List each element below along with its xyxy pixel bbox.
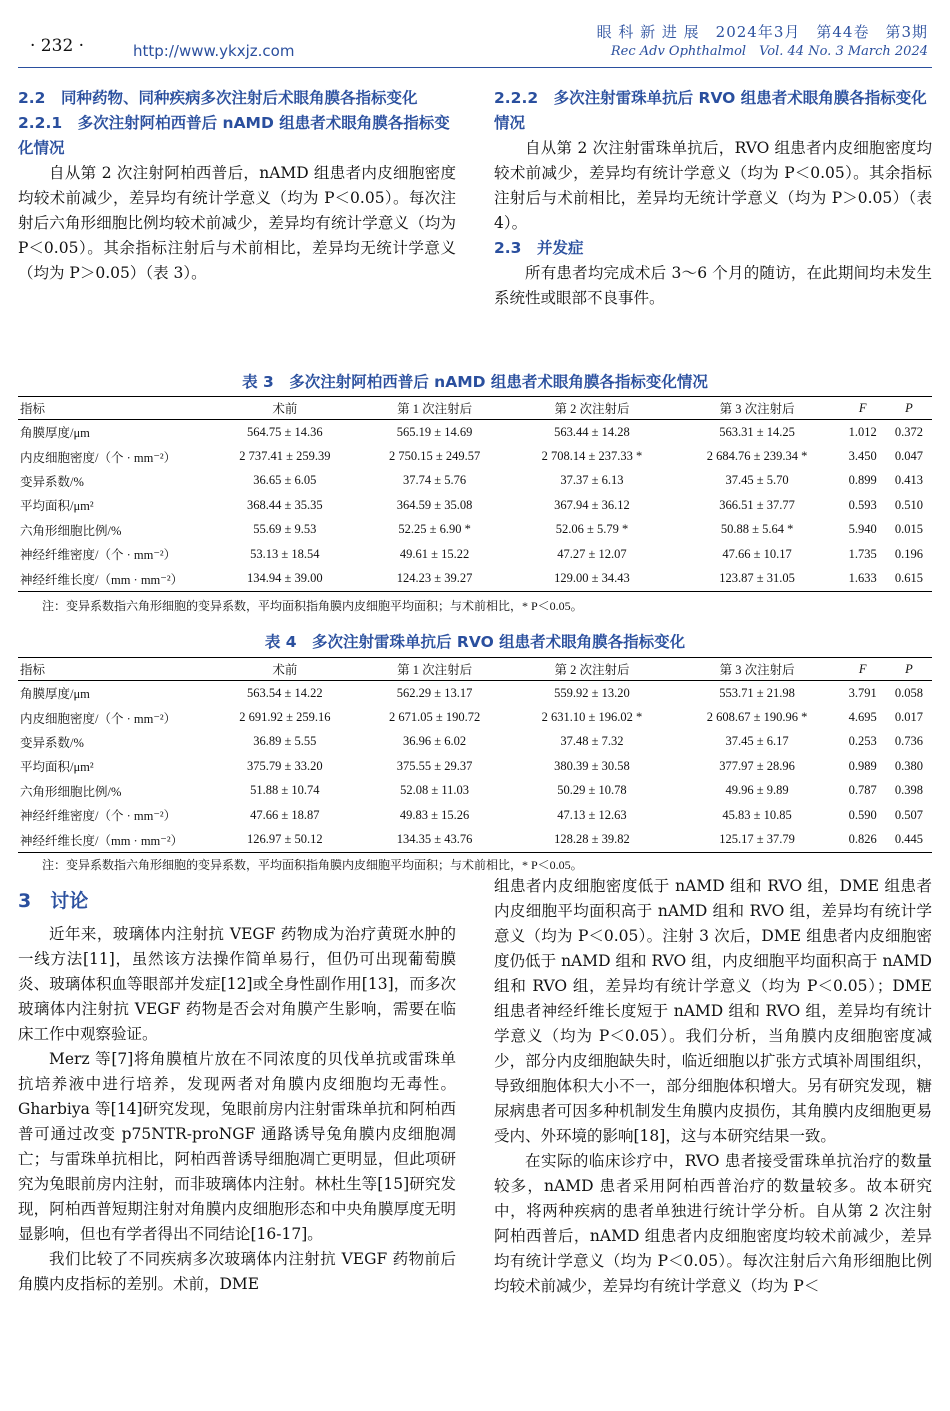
paragraph: Merz 等[7]将角膜植片放在不同浓度的贝伐单抗或雷珠单抗培养液中进行培养，发现两者对角膜内皮细胞均无毒性。Gharbiya 等[14]研究发现，兔眼前房内注射雷珠单抗和阿柏西普可通过改变 p75NTR-proNGF 通路诱导兔角膜内皮细胞凋亡；与雷珠单抗相比，阿柏西普诱导细胞凋亡更明显，但此项研究为兔眼前房内注射，而非玻璃体内注射。林杜生等[15]研究发现，阿柏西普短期注射对角膜内皮细胞形态和中央角膜厚度无明显影响，但也有学者得出不同结论[16-17]。	[18, 1050, 456, 1243]
table-row	[18, 420, 932, 445]
table-cell: 2 671.05 ± 190.72	[388, 710, 481, 725]
table-row	[18, 754, 932, 778]
table-cell: 565.19 ± 14.69	[396, 424, 473, 439]
table-cell: 37.74 ± 5.76	[403, 473, 467, 488]
table-cell: 49.96 ± 9.89	[725, 783, 789, 798]
table-cell: 0.413	[894, 473, 923, 488]
table-cell: 0.787	[848, 783, 877, 798]
table-cell: 0.196	[894, 546, 923, 561]
table-cell: 0.398	[894, 783, 923, 798]
table-cell: 134.35 ± 43.76	[360, 827, 510, 852]
table-cell: 3.450	[848, 449, 877, 464]
table-cell: 126.97 ± 50.12	[210, 827, 360, 852]
left-column-top	[18, 86, 456, 286]
table-header-row	[18, 658, 932, 681]
table-cell: 2 631.10 ± 196.02 *	[541, 710, 643, 725]
table-cell: 六角形细胞比例/%	[20, 784, 122, 799]
table-row	[18, 681, 932, 706]
table-cell: 364.59 ± 35.08	[396, 497, 473, 512]
table-cell: 神经纤维密度/（个 · mm⁻²）	[20, 809, 177, 824]
paragraph: 我们比较了不同疾病多次玻璃体内注射抗 VEGF 药物前后角膜内皮指标的差别。术前，DME	[18, 1250, 456, 1293]
table-row	[18, 469, 932, 493]
table-cell: 0.593	[848, 497, 877, 512]
table-cell: 0.590	[848, 807, 877, 822]
table-cell: 变异系数/%	[20, 735, 84, 750]
table-cell: 六角形细胞比例/%	[20, 523, 122, 538]
table-cell: 52.06 ± 5.79 *	[555, 522, 629, 537]
table-cell: 366.51 ± 37.77	[719, 497, 795, 512]
table-cell: 2 608.67 ± 190.96 *	[706, 710, 808, 725]
table-row	[18, 827, 932, 852]
table-cell: 563.31 ± 14.25	[719, 424, 795, 439]
table-cell: 2 684.76 ± 239.34 *	[706, 449, 808, 464]
column-header: 第 2 次注射后	[509, 658, 674, 681]
table-cell: 神经纤维长度/（mm · mm⁻²）	[18, 827, 210, 852]
table-cell: 0.015	[894, 522, 923, 537]
table-cell: 53.13 ± 18.54	[250, 546, 320, 561]
table-cell: 129.00 ± 34.43	[509, 566, 674, 591]
table-cell: 神经纤维密度/（个 · mm⁻²）	[20, 548, 177, 563]
table-cell: 563.54 ± 14.22	[247, 685, 323, 700]
journal-url[interactable]: http://www.ykxjz.com	[133, 42, 295, 60]
table-cell: 125.17 ± 37.79	[675, 827, 840, 852]
column-header: 第 1 次注射后	[360, 397, 510, 420]
column-header: 第 2 次注射后	[509, 397, 674, 420]
paragraph: 近年来，玻璃体内注射抗 VEGF 药物成为治疗黄斑水肿的一线方法[11]，虽然该方法操作简单易行，但仍可出现葡萄膜炎、玻璃体积血等眼部并发症[12]或全身性副作用[13]，而多次玻璃体内注射抗 VEGF 药物是否会对角膜产生影响，需要在临床工作中观察验证。	[18, 925, 456, 1043]
table-cell: 128.28 ± 39.82	[509, 827, 674, 852]
column-header: 第 3 次注射后	[675, 397, 840, 420]
table-cell: 0.615	[886, 566, 932, 591]
table-cell: 0.017	[894, 710, 923, 725]
table-cell: 47.66 ± 10.17	[722, 546, 792, 561]
table-row	[18, 542, 932, 566]
table-cell: 0.253	[848, 734, 877, 749]
column-header: 术前	[210, 397, 360, 420]
table-cell: 45.83 ± 10.85	[722, 807, 792, 822]
table-cell: 50.88 ± 5.64 *	[720, 522, 794, 537]
table-cell: 2 708.14 ± 237.33 *	[541, 449, 643, 464]
right-column-top	[494, 86, 932, 311]
table-cell: 47.66 ± 18.87	[250, 807, 320, 822]
table-cell: 37.45 ± 6.17	[725, 734, 789, 749]
table-cell: 564.75 ± 14.36	[247, 424, 323, 439]
table-cell: 1.633	[840, 566, 886, 591]
journal-name-en: Rec Adv Ophthalmol Vol. 44 No. 3 March 2024	[610, 44, 928, 59]
table-cell: 52.25 ± 6.90 *	[398, 522, 471, 537]
table-cell: 0.736	[894, 734, 923, 749]
table-cell: 37.48 ± 7.32	[560, 734, 624, 749]
table-cell: 380.39 ± 30.58	[554, 758, 630, 773]
table-cell: 367.94 ± 36.12	[554, 497, 630, 512]
table-cell: 124.23 ± 39.27	[360, 566, 510, 591]
table-cell: 377.97 ± 28.96	[719, 758, 795, 773]
table-cell: 47.27 ± 12.07	[557, 546, 627, 561]
table-cell: 0.058	[894, 685, 923, 700]
table-cell: 37.37 ± 6.13	[560, 473, 624, 488]
column-header: F	[840, 658, 886, 681]
table-cell: 47.13 ± 12.63	[557, 807, 627, 822]
table-cell: 内皮细胞密度/（个 · mm⁻²）	[20, 450, 177, 465]
table-4-note: 注：变异系数指六角形细胞的变异系数，平均面积指角膜内皮细胞平均面积；与术前相比，* P＜0.05。	[42, 858, 583, 872]
table-cell: 49.61 ± 15.22	[399, 546, 470, 561]
heading-2-2: 2.2 同种药物、同种疾病多次注射后术眼角膜各指标变化	[18, 89, 418, 107]
table-cell: 4.695	[848, 710, 877, 725]
table-cell: 50.29 ± 10.78	[557, 783, 627, 798]
table-cell: 559.92 ± 13.20	[554, 685, 630, 700]
table-cell: 36.96 ± 6.02	[403, 734, 467, 749]
column-header: P	[886, 658, 932, 681]
table-row	[18, 493, 932, 517]
paragraph: 组患者内皮细胞密度低于 nAMD 组和 RVO 组，DME 组患者内皮细胞平均面积高于 nAMD 组和 RVO 组，差异均有统计学意义（均为 P＜0.05）。注射 3 次后，DME 组患者内皮细胞密度仍低于 nAMD 组和 RVO 组，内皮细胞平均面积高于 nAMD 组和 RVO 组，差异均有统计学意义（均为 P＜0.05）；DME 组患者神经纤维长度短于 nAMD 组和 RVO 组，差异均有统计学意义（均为 P＜0.05）。我们分析，当角膜内皮细胞密度减少，部分内皮细胞缺失时，临近细胞以扩张方式填补周围组织，导致细胞体积大小不一，部分细胞体积增大。另有研究发现，糖尿病患者可因多种机制发生角膜内皮损伤，其角膜内皮细胞更易受内、外环境的影响[18]，这与本研究结果一致。	[494, 877, 932, 1145]
table-cell: 0.510	[894, 497, 923, 512]
table-cell: 1.735	[848, 546, 877, 561]
table-cell: 0.989	[848, 758, 877, 773]
table-row	[18, 730, 932, 754]
table-cell: 36.65 ± 6.05	[253, 473, 317, 488]
page-number: · 232 ·	[30, 36, 85, 56]
table-4-title: 表 4 多次注射雷珠单抗后 RVO 组患者术眼角膜各指标变化	[264, 633, 686, 651]
paragraph: 自从第 2 次注射雷珠单抗后，RVO 组患者内皮细胞密度均较术前减少，差异均有统计学意义（均为 P＜0.05）。其余指标注射后与术前相比，差异均无统计学意义（均为 P＞0.05）（表 4）。	[494, 139, 932, 232]
table-cell: 0.380	[894, 758, 923, 773]
running-header	[597, 22, 928, 62]
table-cell: 1.012	[848, 424, 877, 439]
column-header: 术前	[210, 658, 360, 681]
table-cell: 内皮细胞密度/（个 · mm⁻²）	[20, 711, 177, 726]
table-cell: 563.44 ± 14.28	[554, 424, 630, 439]
table-row	[18, 705, 932, 729]
heading-2-2-2: 2.2.2 多次注射雷珠单抗后 RVO 组患者术眼角膜各指标变化情况	[494, 89, 927, 132]
column-header: 指标	[18, 397, 210, 420]
table-cell: 角膜厚度/μm	[20, 426, 90, 441]
table-cell: 0.826	[840, 827, 886, 852]
table-row	[18, 518, 932, 542]
table-cell: 36.89 ± 5.55	[253, 734, 317, 749]
table-cell: 37.45 ± 5.70	[725, 473, 789, 488]
table-cell: 平均面积/μm²	[20, 499, 94, 514]
table-cell: 0.372	[894, 424, 923, 439]
table-cell: 553.71 ± 21.98	[719, 685, 795, 700]
right-column-bottom	[494, 874, 932, 1299]
table-3-title: 表 3 多次注射阿柏西普后 nAMD 组患者术眼角膜各指标变化情况	[242, 373, 708, 391]
column-header: 第 1 次注射后	[360, 658, 510, 681]
table-row	[18, 566, 932, 591]
table-cell: 平均面积/μm²	[20, 760, 94, 775]
heading-2-3: 2.3 并发症	[494, 239, 584, 257]
paragraph: 在实际的临床诊疗中，RVO 患者接受雷珠单抗治疗的数量较多，nAMD 患者采用阿柏西普治疗的数量较多。故本研究中，将两种疾病的患者单独进行统计学分析。自从第 2 次注射阿柏西普后，nAMD 组患者内皮细胞密度均较术前减少，差异均有统计学意义（均为 P＜0.05）。每次注射后六角形细胞比例均较术前减少，差异均有统计学意义（均为 P＜	[494, 1152, 932, 1295]
table-cell: 5.940	[848, 522, 877, 537]
table-cell: 2 750.15 ± 249.57	[388, 449, 481, 464]
column-header: P	[886, 397, 932, 420]
table-cell: 0.507	[894, 807, 923, 822]
table-cell: 51.88 ± 10.74	[250, 783, 320, 798]
table-cell: 52.08 ± 11.03	[400, 783, 470, 798]
table-cell: 375.79 ± 33.20	[247, 758, 323, 773]
table-cell: 2 737.41 ± 259.39	[239, 449, 331, 464]
table-4	[18, 657, 932, 853]
heading-2-2-1: 2.2.1 多次注射阿柏西普后 nAMD 组患者术眼角膜各指标变化情况	[18, 114, 450, 157]
column-header: 第 3 次注射后	[675, 658, 840, 681]
table-cell: 55.69 ± 9.53	[253, 522, 317, 537]
table-cell: 368.44 ± 35.35	[247, 497, 323, 512]
table-cell: 375.55 ± 29.37	[396, 758, 473, 773]
left-column-bottom	[18, 886, 456, 1297]
table-cell: 0.899	[848, 473, 877, 488]
header-rule	[18, 67, 932, 68]
table-cell: 变异系数/%	[20, 474, 84, 489]
column-header: 指标	[18, 658, 210, 681]
table-cell: 2 691.92 ± 259.16	[239, 710, 331, 725]
journal-name-cn: 眼 科 新 进 展 2024年3月 第44卷 第3期	[596, 23, 928, 41]
table-cell: 562.29 ± 13.17	[396, 685, 473, 700]
table-cell: 0.047	[894, 449, 923, 464]
table-cell: 49.83 ± 15.26	[399, 807, 470, 822]
table-header-row	[18, 397, 932, 420]
heading-3-discussion: 3 讨论	[18, 890, 89, 912]
table-cell: 134.94 ± 39.00	[210, 566, 360, 591]
table-cell: 3.791	[848, 685, 877, 700]
table-cell: 123.87 ± 31.05	[675, 566, 840, 591]
table-row	[18, 444, 932, 468]
paragraph: 自从第 2 次注射阿柏西普后，nAMD 组患者内皮细胞密度均较术前减少，差异均有统计学意义（均为 P＜0.05）。每次注射后六角形细胞比例均较术前减少，差异均有统计学意义（均为 P＜0.05）。其余指标注射后与术前相比，差异均无统计学意义（均为 P＞0.05）（表 3）。	[18, 164, 456, 282]
table-cell: 0.445	[886, 827, 932, 852]
column-header: F	[840, 397, 886, 420]
table-row	[18, 779, 932, 803]
table-cell: 角膜厚度/μm	[20, 687, 90, 702]
table-cell: 神经纤维长度/（mm · mm⁻²）	[18, 566, 210, 591]
table-row	[18, 803, 932, 827]
table-3	[18, 396, 932, 592]
paragraph: 所有患者均完成术后 3～6 个月的随访，在此期间均未发生系统性或眼部不良事件。	[494, 264, 932, 307]
table-3-note: 注：变异系数指六角形细胞的变异系数，平均面积指角膜内皮细胞平均面积；与术前相比，* P＜0.05。	[42, 599, 583, 613]
